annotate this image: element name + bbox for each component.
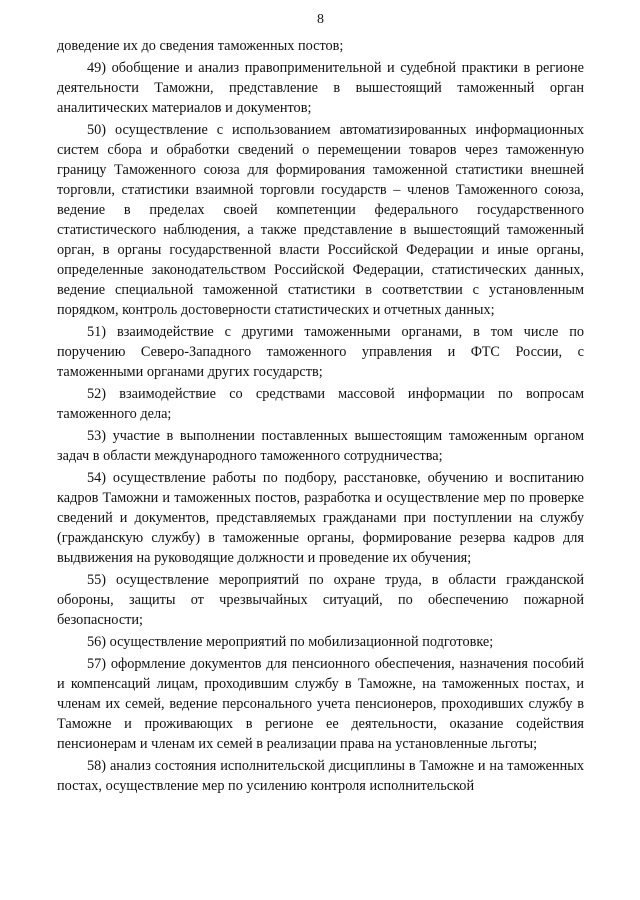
paragraph-item-52: 52) взаимодействие со средствами массовой информации по вопросам таможенного дела; bbox=[57, 386, 584, 422]
paragraph-item-51: 51) взаимодействие с другими таможенными органами, в том числе по поручению Северо-Западного таможенного управления и ФТС России, с таможенными органами других государств; bbox=[57, 324, 584, 380]
paragraph-item-58: 58) анализ состояния исполнительской дисциплины в Таможне и на таможенных постах, осуществление мер по усилению контроля исполнительской bbox=[57, 758, 584, 794]
paragraph-item-49: 49) обобщение и анализ правоприменительной и судебной практики в регионе деятельности Таможни, представление в вышестоящий таможенный орган аналитических материалов и документов; bbox=[57, 60, 584, 116]
paragraph-item-57: 57) оформление документов для пенсионного обеспечения, назначения пособий и компенсаций лицам, проходившим службу в Таможне, на таможенных постах, и членам их семей, ведение персонального учета пенсионеров, проходивших службу в Таможне и проживающих в регионе ее деятельности, оказание содействия пенсионерам и членам их семей в реализации права на установленные льготы; bbox=[57, 656, 584, 752]
page-number: 8 bbox=[317, 12, 324, 27]
paragraph-item-55: 55) осуществление мероприятий по охране труда, в области гражданской обороны, защиты от чрезвычайных ситуаций, по обеспечению пожарной безопасности; bbox=[57, 572, 584, 628]
paragraph-item-53: 53) участие в выполнении поставленных вышестоящим таможенным органом задач в области международного таможенного сотрудничества; bbox=[57, 428, 584, 464]
paragraph-item-54: 54) осуществление работы по подбору, расстановке, обучению и воспитанию кадров Таможни и таможенных постов, разработка и осуществление мер по проверке сведений и документов, представляемых гражданами при поступлении на службу (гражданскую службу) в таможенные органы, формирование резерва кадров для выдвижения на руководящие должности и проведение их обучения; bbox=[57, 470, 584, 566]
paragraph-item-56: 56) осуществление мероприятий по мобилизационной подготовке; bbox=[87, 634, 494, 650]
paragraph-continuation: доведение их до сведения таможенных постов; bbox=[57, 38, 344, 54]
paragraph-item-50: 50) осуществление с использованием автоматизированных информационных систем сбора и обработки сведений о перемещении товаров через таможенную границу Таможенного союза для формирования таможенной статистики внешней торговли, статистики взаимной торговли государств – членов Таможенного союза, ведение в пределах своей компетенции федерального государственного статистического наблюдения, а также представление в вышестоящий таможенный орган, в органы государственной власти Российской Федерации и иные органы, определенные законодательством Российской Федерации, статистических данных, ведение специальной таможенной статистики в соответствии с установленным порядком, контроль достоверности статистических и отчетных данных; bbox=[57, 122, 584, 318]
